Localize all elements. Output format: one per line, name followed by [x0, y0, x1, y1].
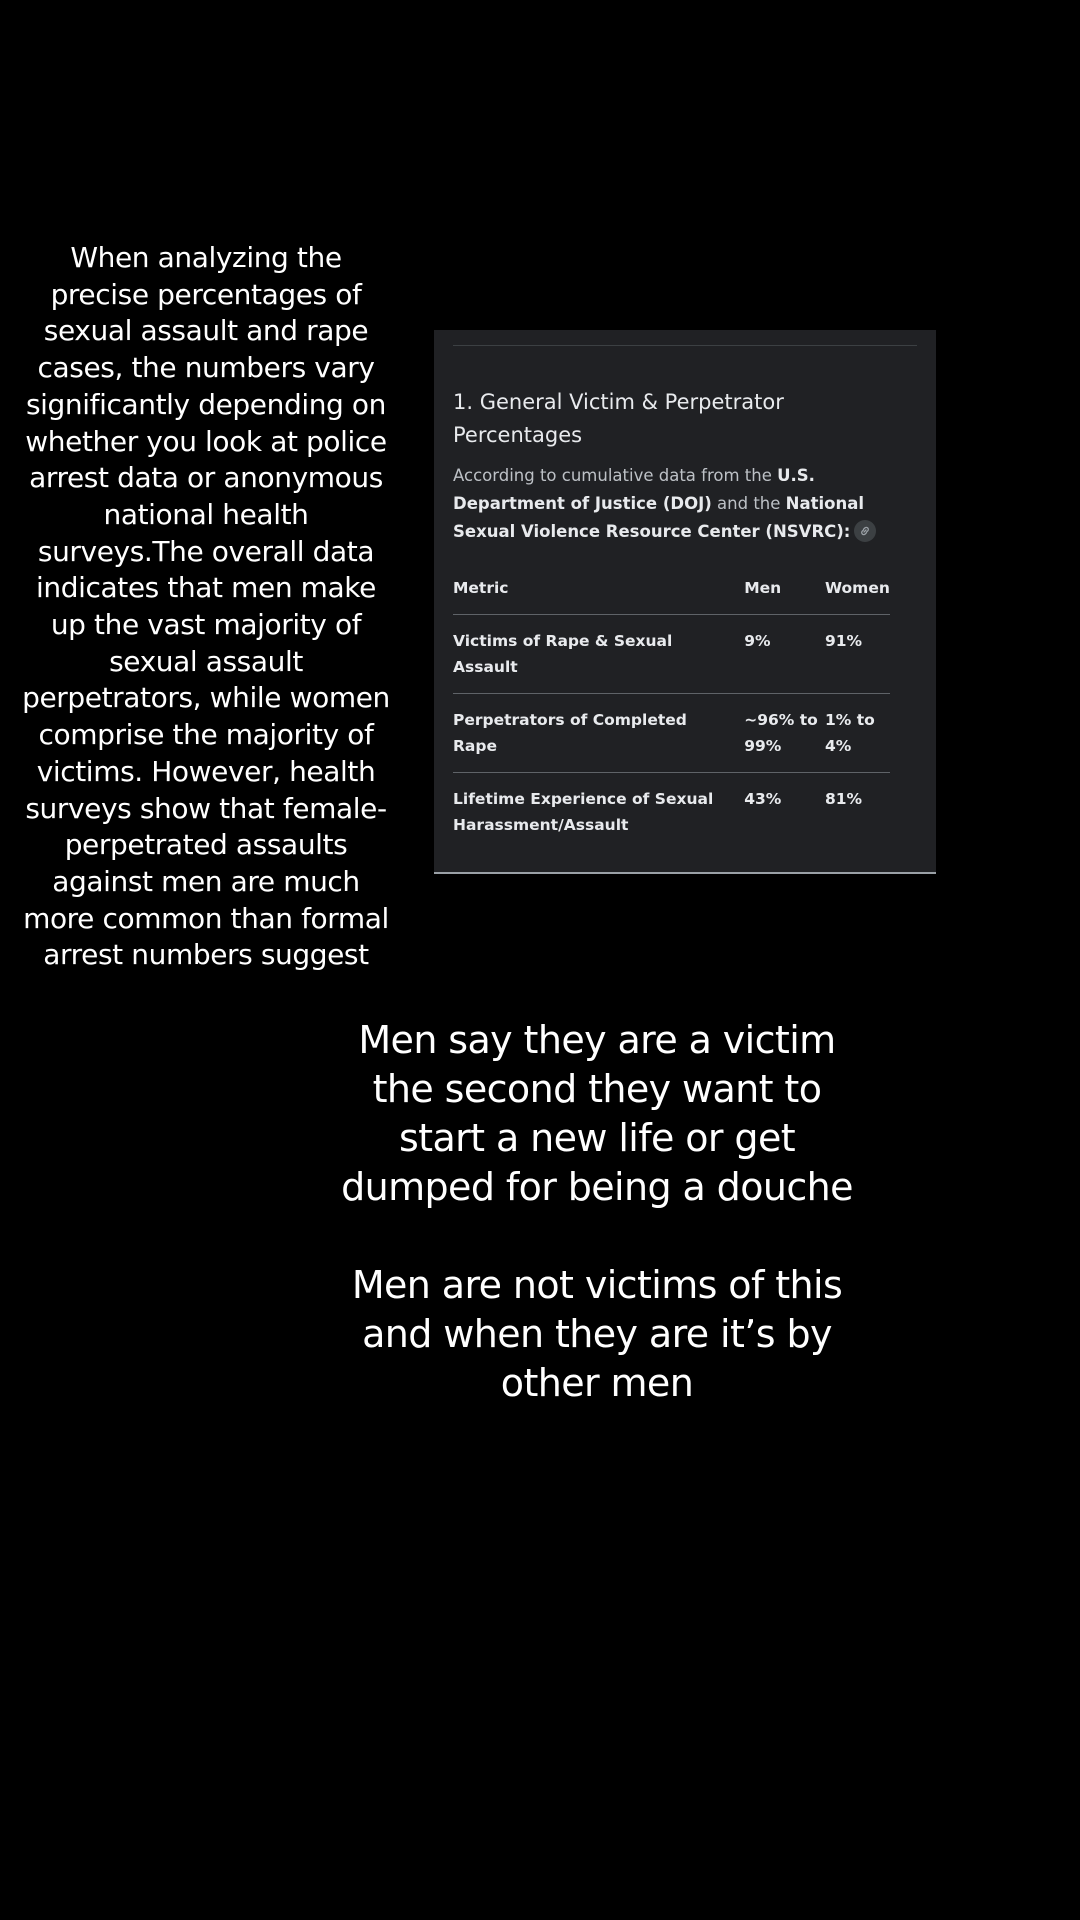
section-heading: 1. General Victim & Perpetrator Percentages — [453, 390, 784, 447]
cell-metric: Perpetrators of Completed Rape — [453, 694, 744, 773]
source-nsvrc: National Sexual Violence Resource Center (NSVRC): — [453, 494, 865, 541]
table-row — [453, 773, 890, 852]
cell-men: ~96% to 99% — [744, 694, 825, 773]
statistics-table — [453, 570, 890, 851]
cell-women: 81% — [824, 790, 863, 808]
cell-metric: Victims of Rape & Sexual Assault — [453, 615, 744, 694]
source-doj: U.S. Department of Justice (DOJ) — [453, 466, 815, 513]
cell-women: 1% to 4% — [825, 694, 890, 773]
caption-paragraph-1: Men say they are a victim the second they want to start a new life or get dumped for being a douche — [341, 1018, 853, 1209]
link-icon[interactable] — [854, 520, 876, 542]
intro-middle: and the — [711, 494, 786, 513]
search-result-card — [434, 330, 936, 874]
cell-metric: Lifetime Experience of Sexual Harassment/Assault — [453, 790, 714, 834]
overlay-caption-bottom — [340, 1016, 854, 1408]
table-row — [453, 694, 890, 773]
overlay-caption-left: When analyzing the precise percentages of sexual assault and rape cases, the numbers vary significantly depending on whether you look at police arrest data or anonymous national health surveys.The overall data indicates that men make up the vast majority of sexual assault perpetrators, while women comprise the majority of victims. However, health surveys show that female-perpetrated assaults against men are much more common than formal arrest numbers suggest — [22, 241, 390, 972]
header-men: Men — [744, 570, 825, 615]
cell-men: 9% — [744, 615, 825, 694]
intro-paragraph — [453, 462, 893, 546]
caption-paragraph-2: Men are not victims of this and when they are it’s by other men — [351, 1263, 843, 1405]
cell-women: 91% — [825, 615, 890, 694]
header-metric: Metric — [453, 570, 744, 615]
table-header-row — [453, 570, 890, 615]
intro-prefix: According to cumulative data from the — [453, 466, 778, 485]
link-glyph — [859, 525, 871, 537]
divider — [453, 345, 917, 346]
table-row — [453, 615, 890, 694]
header-women: Women — [825, 570, 890, 615]
cell-men: 43% — [744, 790, 782, 808]
